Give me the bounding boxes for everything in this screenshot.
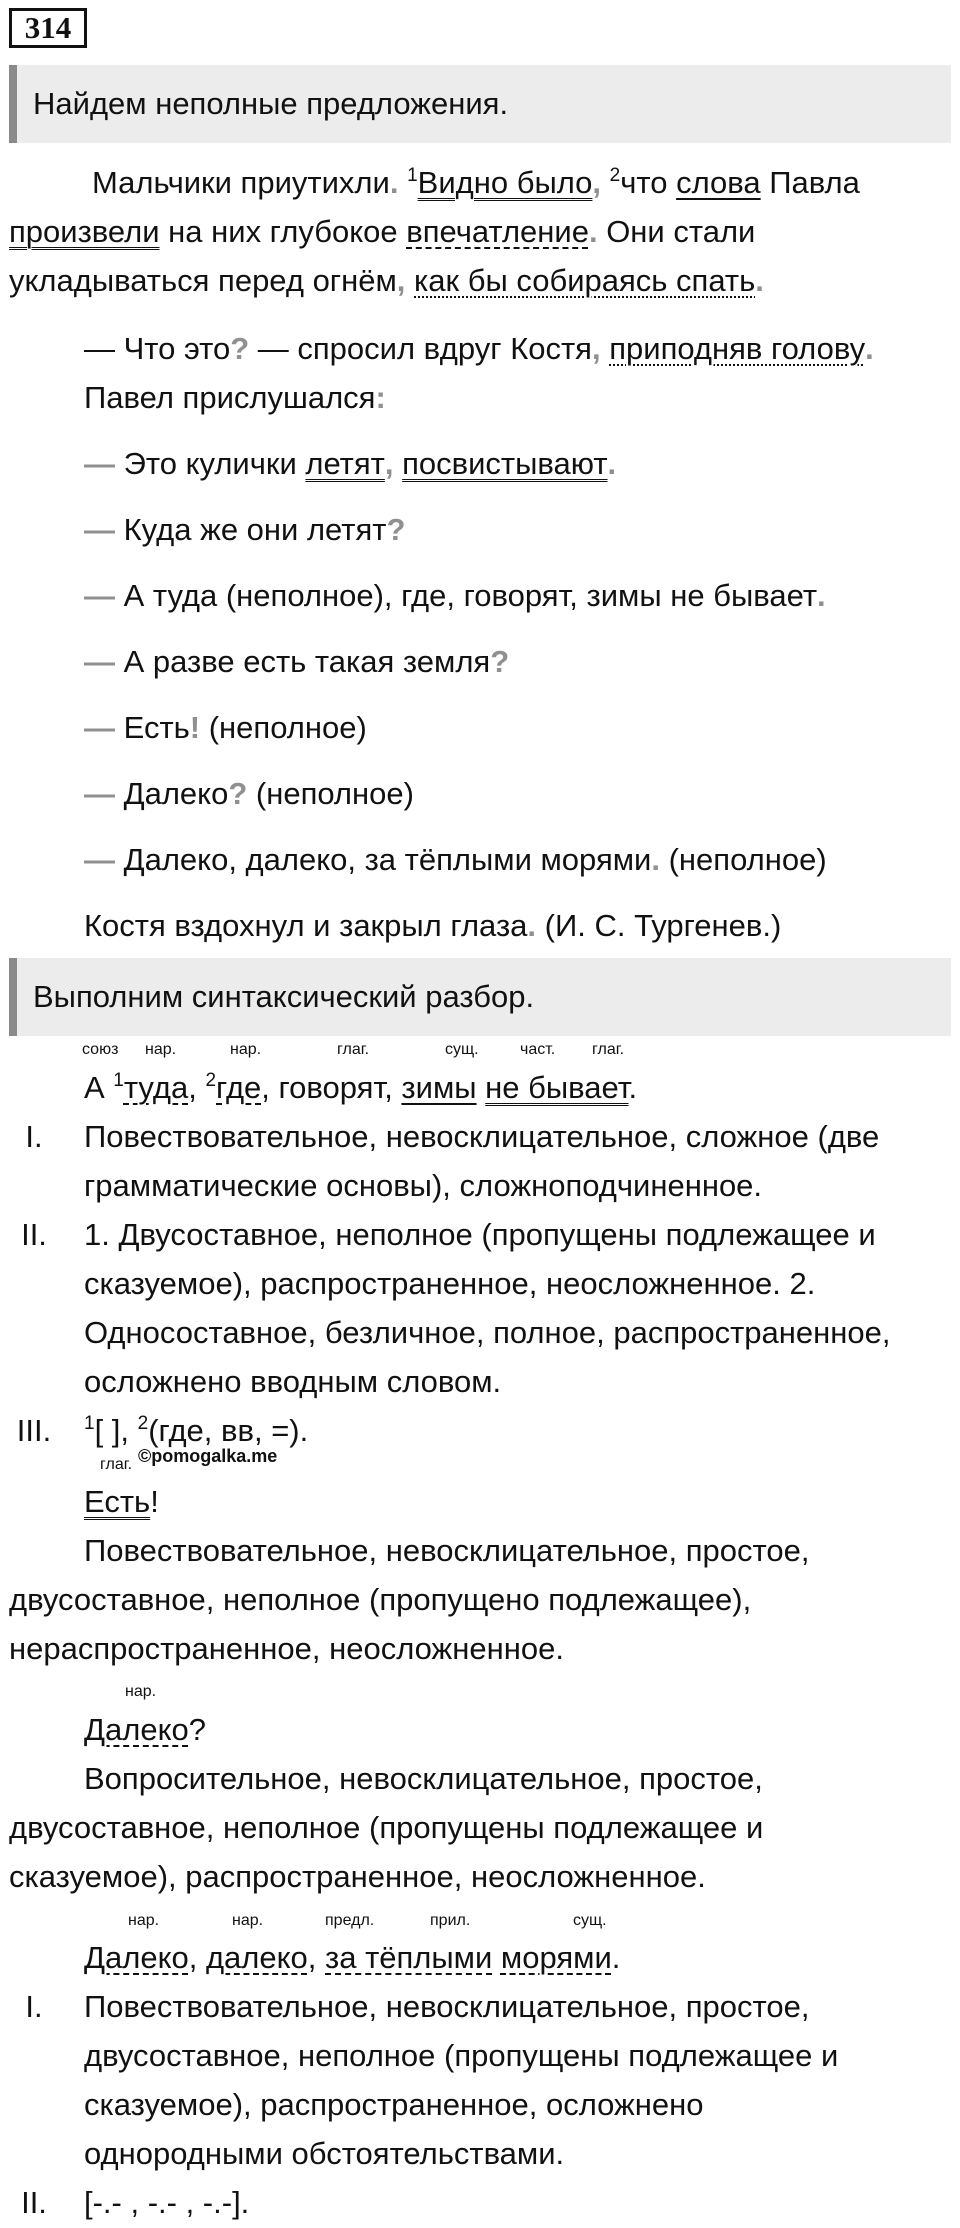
analysis-line: двусоставное, неполное (пропущены подлежащее и bbox=[84, 2038, 839, 2073]
predicate-word: не бывает bbox=[485, 1070, 629, 1105]
predicate-word: летят bbox=[305, 446, 385, 481]
section-header-parse: Выполним синтаксический разбор. bbox=[9, 958, 951, 1036]
analysis-line: Повествовательное, невосклицательное, сложное (две bbox=[84, 1119, 880, 1154]
text-run: (неполное) bbox=[200, 710, 367, 745]
pos-label: нар. bbox=[128, 1912, 160, 1929]
punct: . bbox=[865, 331, 874, 366]
text-run: Далеко, далеко, за тёплыми морями bbox=[115, 842, 652, 877]
roman-numeral: I. bbox=[25, 1119, 43, 1154]
dash: — bbox=[84, 512, 115, 547]
parsed-sentence bbox=[84, 1477, 159, 1526]
pos-label: сущ. bbox=[573, 1912, 607, 1929]
text-run: укладываться перед огнём bbox=[9, 263, 397, 298]
text-run bbox=[601, 331, 610, 366]
dash: — bbox=[84, 776, 115, 811]
pos-label: глаг. bbox=[100, 1456, 133, 1473]
scheme-line: [-.- , -.- , -.-]. bbox=[84, 2185, 250, 2220]
adverbial-word: туда bbox=[123, 1070, 189, 1105]
analysis-line: осложнено вводным словом. bbox=[84, 1364, 502, 1399]
punct: ? bbox=[230, 331, 250, 366]
adverbial-word: далеко bbox=[205, 1940, 308, 1975]
dash: — bbox=[84, 842, 115, 877]
text-run: ? bbox=[188, 1712, 206, 1747]
pos-label: глаг. bbox=[337, 1041, 370, 1058]
parsed-sentence bbox=[84, 1933, 620, 1982]
text-run: А туда (неполное), где, говорят, зимы не бывает bbox=[115, 578, 818, 613]
text-run: , говорят, bbox=[261, 1070, 402, 1105]
pos-label: нар. bbox=[230, 1041, 262, 1058]
roman-numeral: II. bbox=[21, 2185, 47, 2220]
predicate-word: Видно было bbox=[417, 165, 593, 200]
text-run: Они стали bbox=[597, 214, 756, 249]
dash: — bbox=[84, 644, 115, 679]
text-run: (неполное) bbox=[247, 776, 414, 811]
object-word: впечатление bbox=[406, 214, 589, 249]
section-header-incomplete: Найдем неполные предложения. bbox=[9, 65, 951, 143]
roman-numeral: II. bbox=[21, 1217, 47, 1252]
text-run: на них глубокое bbox=[159, 214, 407, 249]
punct: . bbox=[389, 165, 399, 200]
text-run: Костя вздохнул и закрыл глаза bbox=[84, 908, 528, 943]
clause-number: 2 bbox=[205, 1070, 217, 1091]
dialogue-line-6 bbox=[84, 769, 414, 818]
dash: — bbox=[84, 578, 115, 613]
punct: ? bbox=[490, 644, 510, 679]
text-run: — спросил вдруг Костя bbox=[249, 331, 592, 366]
text-ending bbox=[84, 901, 781, 950]
roman-numeral: III. bbox=[16, 1413, 52, 1448]
scheme-text: (где, вв, =). bbox=[148, 1413, 309, 1448]
text-run: Есть bbox=[115, 710, 190, 745]
subject-word: слова bbox=[676, 165, 761, 200]
text-run bbox=[405, 263, 414, 298]
dash: — bbox=[84, 446, 115, 481]
text-run bbox=[492, 1940, 501, 1975]
participial-phrase: приподняв голову bbox=[609, 331, 866, 366]
pos-label: союз bbox=[82, 1041, 119, 1058]
punct: . bbox=[588, 214, 598, 249]
analysis-line: сказуемое), распространенное, неосложненное. bbox=[9, 1859, 706, 1894]
punct: , bbox=[592, 165, 602, 200]
text-run: Куда же они летят bbox=[115, 512, 387, 547]
watermark: ©pomogalka.me bbox=[138, 1446, 278, 1466]
punct: . bbox=[755, 263, 764, 298]
punct: ? bbox=[228, 776, 248, 811]
clause-number: 1 bbox=[84, 1413, 95, 1434]
pos-label: глаг. bbox=[592, 1041, 625, 1058]
clause-number: 2 bbox=[609, 165, 621, 186]
text-run: Мальчики приутихли bbox=[92, 165, 390, 200]
punct: . bbox=[607, 446, 617, 481]
text-run: , bbox=[307, 1940, 325, 1975]
punct: , bbox=[591, 331, 601, 366]
text-run: Павел прислушался bbox=[84, 380, 376, 415]
participial-phrase: как бы собираясь спать bbox=[414, 263, 756, 298]
pos-label: нар. bbox=[232, 1912, 264, 1929]
analysis-line: Повествовательное, невосклицательное, простое, bbox=[84, 1989, 810, 2024]
punct: . bbox=[817, 578, 826, 613]
text-run: Павла bbox=[760, 165, 860, 200]
predicate-word: Есть bbox=[84, 1484, 151, 1519]
text-run: , bbox=[188, 1070, 206, 1105]
dialogue-line-5 bbox=[84, 703, 367, 752]
text-run: А разве есть такая земля bbox=[115, 644, 491, 679]
adverbial-word: Далеко bbox=[84, 1940, 189, 1975]
analysis-line: Повествовательное, невосклицательное, простое, bbox=[84, 1533, 810, 1568]
pos-label: нар. bbox=[145, 1041, 177, 1058]
subject-word: зимы bbox=[401, 1070, 477, 1105]
analysis-line: грамматические основы), сложноподчиненное. bbox=[84, 1168, 763, 1203]
pos-label: предл. bbox=[325, 1912, 375, 1929]
roman-numeral: I. bbox=[25, 1989, 43, 2024]
task-number: 314 bbox=[9, 8, 87, 48]
punct: : bbox=[375, 380, 386, 415]
analysis-line: 1. Двусоставное, неполное (пропущены подлежащее и bbox=[84, 1217, 876, 1252]
pos-label: прил. bbox=[430, 1912, 471, 1929]
predicate-word: посвистывают bbox=[402, 446, 608, 481]
parsed-sentence bbox=[84, 1705, 206, 1754]
punct: . bbox=[651, 842, 660, 877]
adverbial-word: где bbox=[216, 1070, 262, 1105]
dash: — bbox=[84, 710, 115, 745]
text-run: . bbox=[611, 1940, 621, 1975]
adverbial-word: Далеко bbox=[84, 1712, 189, 1747]
pos-label: част. bbox=[520, 1041, 556, 1058]
clause-number: 1 bbox=[407, 165, 418, 186]
clause-number: 1 bbox=[113, 1070, 124, 1091]
analysis-line: Вопросительное, невосклицательное, простое, bbox=[84, 1761, 763, 1796]
punct: ! bbox=[189, 710, 201, 745]
analysis-line: нераспространенное, неосложненное. bbox=[9, 1631, 564, 1666]
text-run: Это кулички bbox=[115, 446, 306, 481]
analysis-line: однородными обстоятельствами. bbox=[84, 2136, 565, 2171]
dialogue-line-2 bbox=[84, 505, 405, 554]
analysis-line: сказуемое), распространенное, неосложненное. 2. bbox=[84, 1266, 816, 1301]
pos-label: нар. bbox=[125, 1683, 157, 1700]
parsed-sentence bbox=[84, 1063, 637, 1112]
punct: ? bbox=[386, 512, 406, 547]
clause-number: 2 bbox=[137, 1413, 149, 1434]
dialogue-line-4 bbox=[84, 637, 509, 686]
punct: . bbox=[527, 908, 537, 943]
analysis-line: сказуемое), распространенное, осложнено bbox=[84, 2087, 704, 2122]
pos-label: сущ. bbox=[445, 1041, 479, 1058]
text-run: ! bbox=[150, 1484, 159, 1519]
punct: , bbox=[384, 446, 394, 481]
text-run: , bbox=[188, 1940, 206, 1975]
text-run: (неполное) bbox=[659, 842, 827, 877]
text-run bbox=[393, 446, 402, 481]
analysis-line: двусоставное, неполное (пропущено подлежащее), bbox=[9, 1582, 752, 1617]
text-run: Далеко bbox=[115, 776, 229, 811]
scheme-text: [ ], bbox=[94, 1413, 138, 1448]
adverbial-word: морями bbox=[500, 1940, 612, 1975]
text-run: . bbox=[628, 1070, 638, 1105]
source-attribution: (И. С. Тургенев.) bbox=[536, 908, 782, 943]
analysis-line: двусоставное, неполное (пропущены подлежащее и bbox=[9, 1810, 764, 1845]
adverbial-word: за тёплыми bbox=[325, 1940, 493, 1975]
dialogue-line-3 bbox=[84, 571, 826, 620]
predicate-word: произвели bbox=[9, 214, 160, 249]
dialogue-line-1 bbox=[84, 439, 616, 488]
text-run bbox=[477, 1070, 486, 1105]
text-run: — Что это bbox=[84, 331, 231, 366]
analysis-line: Односоставное, безличное, полное, распространенное, bbox=[84, 1315, 891, 1350]
punct: , bbox=[396, 263, 406, 298]
text-run: что bbox=[620, 165, 677, 200]
dialogue-line-7 bbox=[84, 835, 827, 884]
text-run: А bbox=[84, 1070, 114, 1105]
